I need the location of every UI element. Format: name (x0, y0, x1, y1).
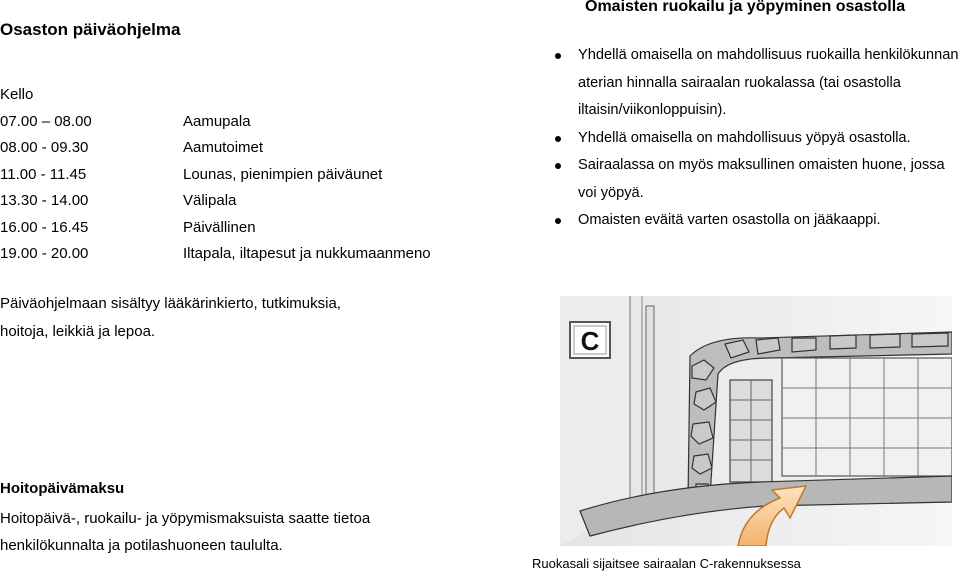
schedule-time: 07.00 – 08.00 (0, 112, 92, 130)
list-item-text: Yhdellä omaisella on mahdollisuus ruokailla henkilökunnan aterian hinnalla sairaalan ruokalassa (tai osastolla iltaisin/viikonloppuisin). (578, 47, 959, 118)
list-item-text: Omaisten eväitä varten osastolla on jääkaappi. (578, 212, 881, 228)
fee-text-line: Hoitopäivä-, ruokailu- ja yöpymismaksuista saatte tietoa (0, 510, 371, 527)
list-item (540, 152, 960, 207)
fee-text (0, 505, 400, 559)
schedule-activity: Aamupala (183, 112, 251, 130)
schedule-time: 11.00 - 11.45 (0, 165, 87, 183)
schedule-time: 13.30 - 14.00 (0, 192, 89, 209)
fee-heading: Hoitopäivämaksu (0, 480, 125, 497)
schedule-activity: Välipala (183, 192, 237, 209)
list-item (540, 42, 960, 125)
list-item (540, 207, 960, 235)
schedule-time: 19.00 - 20.00 (0, 245, 89, 262)
sign-c (570, 322, 610, 358)
schedule-note-line: hoitoja, leikkiä ja lepoa. (0, 323, 156, 340)
bullet-icon (555, 163, 561, 169)
list-item (540, 125, 960, 153)
bullet-icon (555, 53, 561, 59)
window-grid (782, 358, 952, 476)
sign-letter: C (580, 326, 600, 356)
fee-text-line: henkilökunnalta ja potilashuoneen taululta. (0, 537, 283, 554)
drainpipe (646, 306, 654, 506)
bullet-icon (555, 218, 561, 224)
schedule-time: 08.00 - 09.30 (0, 139, 89, 156)
schedule-note-line: Päiväohjelmaan sisältyy lääkärinkierto, tutkimuksia, (0, 295, 341, 312)
schedule-note (0, 290, 380, 346)
illustration-caption: Ruokasali sijaitsee sairaalan C-rakennuksessa (532, 556, 801, 571)
list-item-text: Yhdellä omaisella on mahdollisuus yöpyä osastolla. (578, 129, 911, 146)
schedule-time: 16.00 - 16.45 (0, 218, 89, 236)
building-c-illustration (560, 296, 952, 546)
list-item-text: Sairaalassa on myös maksullinen omaisten huone, jossa voi yöpyä. (578, 157, 945, 201)
schedule-activity: Päivällinen (183, 218, 256, 236)
time-label: Kello (0, 86, 34, 103)
bullet-icon (555, 136, 561, 142)
relatives-list (540, 42, 960, 235)
schedule-activity: Lounas, pienimpien päiväunet (183, 165, 383, 183)
relatives-heading: Omaisten ruokailu ja yöpyminen osastolla (585, 0, 906, 15)
schedule-activity: Iltapala, iltapesut ja nukkumaanmeno (183, 245, 431, 262)
schedule-heading: Osaston päiväohjelma (0, 20, 181, 39)
schedule-activity: Aamutoimet (183, 139, 264, 156)
